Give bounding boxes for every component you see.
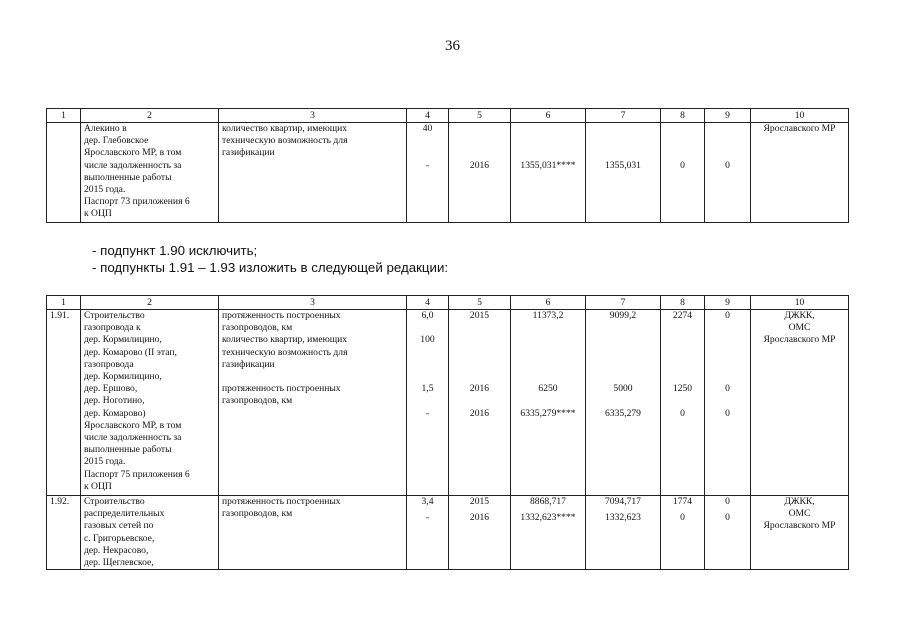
object-name: Строительство распределительных газовых сетей по с. Григорьевское, дер. Некрасово, дер. Щеглевское, bbox=[81, 496, 219, 570]
total-amount: 8868,717 1332,623**** bbox=[511, 496, 586, 570]
program-table-continuation bbox=[46, 108, 849, 223]
col-number: 2 bbox=[81, 296, 219, 310]
indicator-value: 40 - bbox=[407, 123, 449, 223]
col-number: 5 bbox=[449, 109, 511, 123]
col-number: 7 bbox=[586, 296, 661, 310]
amount-col9: 0 0 0 bbox=[705, 310, 751, 496]
amount-col9: 0 0 bbox=[705, 496, 751, 570]
indicator: протяженность построенных газопроводов, км bbox=[219, 496, 407, 570]
executor: ДЖКК, ОМС Ярославского МР bbox=[751, 310, 849, 496]
col-number: 10 bbox=[751, 296, 849, 310]
year: 2016 bbox=[449, 123, 511, 223]
amendment-notes bbox=[92, 242, 448, 276]
amount-col9: 0 bbox=[705, 123, 751, 223]
object-name: Алекино в дер. Глебовское Ярославского МР, в том числе задолженность за выполненные работы 2015 года. Паспорт 73 приложения 6 к ОЦП bbox=[81, 123, 219, 223]
amount-col7: 9099,2 5000 6335,279 bbox=[586, 310, 661, 496]
indicator-value: 6,0 100 1,5 - bbox=[407, 310, 449, 496]
col-number: 8 bbox=[661, 109, 705, 123]
indicator: количество квартир, имеющих техническую возможность для газификации bbox=[219, 123, 407, 223]
indicator-value: 3,4 - bbox=[407, 496, 449, 570]
row-number: 1.92. bbox=[47, 496, 81, 570]
col-number: 4 bbox=[407, 109, 449, 123]
year: 2015 2016 2016 bbox=[449, 310, 511, 496]
col-number: 1 bbox=[47, 109, 81, 123]
table-row bbox=[47, 310, 849, 496]
col-number: 6 bbox=[511, 296, 586, 310]
executor: ДЖКК, ОМС Ярославского МР bbox=[751, 496, 849, 570]
column-number-row bbox=[47, 296, 849, 310]
col-number: 6 bbox=[511, 109, 586, 123]
col-number: 2 bbox=[81, 109, 219, 123]
col-number: 10 bbox=[751, 109, 849, 123]
page-number: 36 bbox=[445, 38, 460, 54]
row-number: 1.91. bbox=[47, 310, 81, 496]
indicator: протяженность построенных газопроводов, км количество квартир, имеющих техническую возможность для газификации протяженность построенных газопроводов, км bbox=[219, 310, 407, 496]
col-number: 5 bbox=[449, 296, 511, 310]
table-row bbox=[47, 496, 849, 570]
note-line: - подпункты 1.91 – 1.93 изложить в следующей редакции: bbox=[92, 260, 449, 275]
col-number: 1 bbox=[47, 296, 81, 310]
total-amount: 1355,031**** bbox=[511, 123, 586, 223]
note-line: - подпункт 1.90 исключить; bbox=[92, 243, 258, 258]
table-row bbox=[47, 123, 849, 223]
col-number: 8 bbox=[661, 296, 705, 310]
col-number: 9 bbox=[705, 296, 751, 310]
program-table-new-edition bbox=[46, 295, 849, 570]
amount-col8: 2274 1250 0 bbox=[661, 310, 705, 496]
col-number: 3 bbox=[219, 296, 407, 310]
amount-col8: 0 bbox=[661, 123, 705, 223]
total-amount: 11373,2 6250 6335,279**** bbox=[511, 310, 586, 496]
amount-col7: 1355,031 bbox=[586, 123, 661, 223]
year: 2015 2016 bbox=[449, 496, 511, 570]
amount-col7: 7094,717 1332,623 bbox=[586, 496, 661, 570]
col-number: 3 bbox=[219, 109, 407, 123]
col-number: 4 bbox=[407, 296, 449, 310]
column-number-row bbox=[47, 109, 849, 123]
col-number: 9 bbox=[705, 109, 751, 123]
object-name: Строительство газопровода к дер. Кормилицино, дер. Комарово (II этап, газопровода дер. Кормилицино, дер. Ершово, дер. Ноготино, дер. Комарово) Ярославского МР, в том числе задолженность за выполненные работы 2015 года. Паспорт 75 приложения 6 к ОЦП bbox=[81, 310, 219, 496]
row-number bbox=[47, 123, 81, 223]
executor: Ярославского МР bbox=[751, 123, 849, 223]
col-number: 7 bbox=[586, 109, 661, 123]
amount-col8: 1774 0 bbox=[661, 496, 705, 570]
